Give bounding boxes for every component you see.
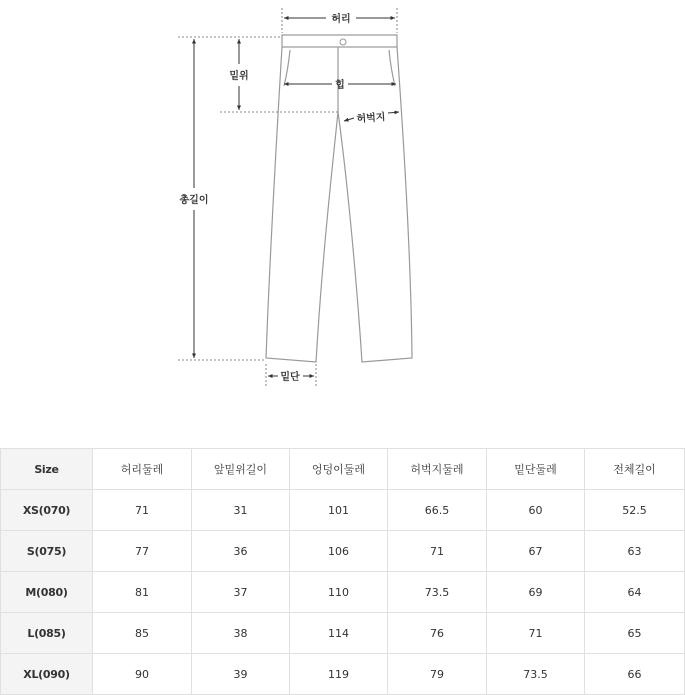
table-cell: 71 (93, 490, 192, 531)
table-cell: 90 (93, 654, 192, 695)
thigh-arrow-right (388, 112, 399, 113)
table-cell: 114 (290, 613, 388, 654)
table-cell: 39 (192, 654, 290, 695)
table-cell: 119 (290, 654, 388, 695)
table-cell: 38 (192, 613, 290, 654)
dimension-arrows (194, 18, 399, 376)
header-front-rise: 앞밑위길이 (192, 449, 290, 490)
table-row (1, 613, 685, 654)
header-size: Size (1, 449, 93, 490)
size-cell: M(080) (1, 572, 93, 613)
header-waist: 허리둘레 (93, 449, 192, 490)
table-row (1, 572, 685, 613)
table-cell: 36 (192, 531, 290, 572)
hip-label: 힙 (335, 80, 345, 91)
header-hem: 밑단둘레 (487, 449, 585, 490)
table-cell: 77 (93, 531, 192, 572)
table-cell: 106 (290, 531, 388, 572)
table-row (1, 490, 685, 531)
size-cell: L(085) (1, 613, 93, 654)
table-cell: 67 (487, 531, 585, 572)
table-cell: 66 (585, 654, 685, 695)
waist-label: 허리 (331, 14, 351, 25)
hem-label: 밑단 (280, 372, 300, 383)
table-cell: 79 (388, 654, 487, 695)
thigh-label: 허벅지 (356, 112, 386, 125)
button-icon (340, 39, 346, 45)
table-cell: 63 (585, 531, 685, 572)
table-row (1, 654, 685, 695)
size-cell: S(075) (1, 531, 93, 572)
table-cell: 76 (388, 613, 487, 654)
table-cell: 52.5 (585, 490, 685, 531)
header-thigh: 허벅지둘레 (388, 449, 487, 490)
table-cell: 60 (487, 490, 585, 531)
size-cell: XL(090) (1, 654, 93, 695)
table-cell: 73.5 (487, 654, 585, 695)
table-cell: 37 (192, 572, 290, 613)
table-cell: 101 (290, 490, 388, 531)
table-cell: 65 (585, 613, 685, 654)
table-cell: 66.5 (388, 490, 487, 531)
size-cell: XS(070) (1, 490, 93, 531)
table-header-row (1, 449, 685, 490)
table-cell: 71 (487, 613, 585, 654)
table-cell: 69 (487, 572, 585, 613)
header-total-length: 전체길이 (585, 449, 685, 490)
table-cell: 71 (388, 531, 487, 572)
table-cell: 73.5 (388, 572, 487, 613)
table-row (1, 531, 685, 572)
table-cell: 110 (290, 572, 388, 613)
dimension-guides (178, 8, 397, 388)
table-cell: 81 (93, 572, 192, 613)
table-cell: 64 (585, 572, 685, 613)
header-hip: 엉덩이둘레 (290, 449, 388, 490)
thigh-arrow-left (344, 118, 354, 121)
rise-label: 밑위 (229, 71, 249, 82)
table-cell: 31 (192, 490, 290, 531)
total-length-label: 총길이 (179, 195, 209, 206)
table-cell: 85 (93, 613, 192, 654)
size-chart-table (0, 448, 685, 695)
